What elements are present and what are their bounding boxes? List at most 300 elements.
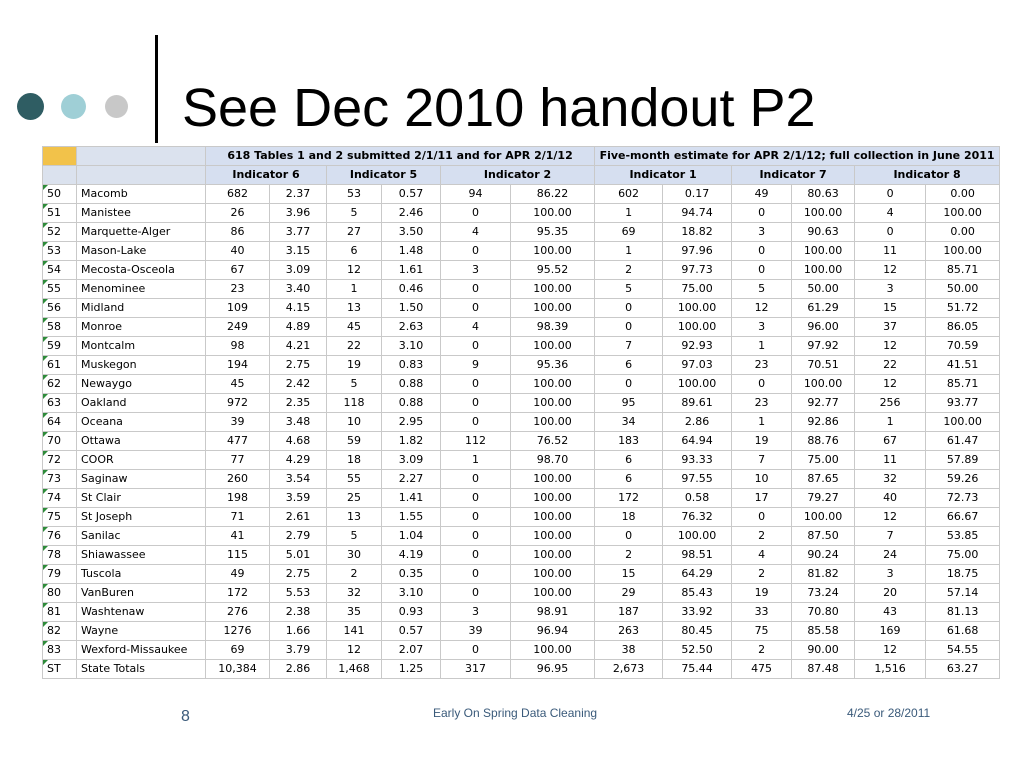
value-cell: 2 [327,565,382,584]
value-cell: 2.07 [382,641,441,660]
value-cell: 3.48 [270,413,327,432]
table-row [43,280,1000,299]
cell-error-flag-icon [43,375,48,380]
value-cell: 118 [327,394,382,413]
value-cell: 0 [732,204,792,223]
cell-error-flag-icon [43,413,48,418]
value-cell: 85.43 [663,584,732,603]
value-cell: 40 [855,489,926,508]
value-cell: 12 [327,261,382,280]
value-cell: 263 [595,622,663,641]
district-code-text: 78 [47,548,61,561]
cell-error-flag-icon [43,432,48,437]
value-cell: 3.09 [270,261,327,280]
value-cell: 100.00 [792,204,855,223]
value-cell: 30 [327,546,382,565]
table-row [43,261,1000,280]
value-cell: 61.68 [926,622,1000,641]
value-cell: 95.35 [511,223,595,242]
value-cell: 40 [206,242,270,261]
cell-error-flag-icon [43,527,48,532]
value-cell: 3.09 [382,451,441,470]
table-row [43,242,1000,261]
value-cell: 39 [206,413,270,432]
value-cell: 2 [732,527,792,546]
value-cell: 1.04 [382,527,441,546]
value-cell: 61.47 [926,432,1000,451]
value-cell: 100.00 [511,413,595,432]
value-cell: 95 [595,394,663,413]
value-cell: 0.35 [382,565,441,584]
table-row [43,394,1000,413]
value-cell: 53 [327,185,382,204]
value-cell: 1.55 [382,508,441,527]
value-cell: 602 [595,185,663,204]
value-cell: 3.96 [270,204,327,223]
value-cell: 2.61 [270,508,327,527]
table-row [43,603,1000,622]
district-code-text: 76 [47,529,61,542]
value-cell: 1.50 [382,299,441,318]
district-name: Saginaw [77,470,206,489]
district-code [43,261,77,280]
district-name: Oceana [77,413,206,432]
district-code [43,489,77,508]
value-cell: 1 [855,413,926,432]
value-cell: 23 [732,356,792,375]
value-cell: 0.58 [663,489,732,508]
value-cell: 2.95 [382,413,441,432]
value-cell: 93.77 [926,394,1000,413]
value-cell: 50.00 [926,280,1000,299]
cell-error-flag-icon [43,280,48,285]
value-cell: 88.76 [792,432,855,451]
value-cell: 2.46 [382,204,441,223]
value-cell: 3 [855,280,926,299]
district-name: State Totals [77,660,206,679]
table-row [43,470,1000,489]
value-cell: 3.10 [382,584,441,603]
value-cell: 80.45 [663,622,732,641]
title-divider [155,35,158,143]
value-cell: 0.00 [926,223,1000,242]
table-row [43,432,1000,451]
value-cell: 12 [855,337,926,356]
district-code [43,603,77,622]
district-code-text: 80 [47,586,61,599]
district-code-text: 56 [47,301,61,314]
table-row [43,489,1000,508]
value-cell: 4 [732,546,792,565]
value-cell: 2.27 [382,470,441,489]
value-cell: 0 [441,641,511,660]
value-cell: 89.61 [663,394,732,413]
header-corner [43,147,77,166]
district-code-text: 59 [47,339,61,352]
cell-error-flag-icon [43,299,48,304]
district-code [43,394,77,413]
value-cell: 85.58 [792,622,855,641]
value-cell: 3.54 [270,470,327,489]
district-name: Mecosta-Osceola [77,261,206,280]
value-cell: 2 [595,546,663,565]
value-cell: 97.55 [663,470,732,489]
value-cell: 3 [732,318,792,337]
value-cell: 1.82 [382,432,441,451]
value-cell: 49 [206,565,270,584]
value-cell: 15 [855,299,926,318]
value-cell: 92.93 [663,337,732,356]
value-cell: 25 [327,489,382,508]
table-row [43,451,1000,470]
value-cell: 0.17 [663,185,732,204]
value-cell: 1.25 [382,660,441,679]
value-cell: 1 [732,413,792,432]
value-cell: 100.00 [926,413,1000,432]
value-cell: 1 [595,242,663,261]
value-cell: 79.27 [792,489,855,508]
district-code-text: 79 [47,567,61,580]
value-cell: 0 [732,261,792,280]
footer-center: Early On Spring Data Cleaning [433,706,598,720]
value-cell: 141 [327,622,382,641]
value-cell: 249 [206,318,270,337]
value-cell: 0 [441,242,511,261]
district-name: Ottawa [77,432,206,451]
table-row [43,584,1000,603]
value-cell: 13 [327,299,382,318]
table-row [43,318,1000,337]
value-cell: 0 [595,318,663,337]
district-code [43,337,77,356]
value-cell: 96.94 [511,622,595,641]
district-name: Washtenaw [77,603,206,622]
value-cell: 100.00 [792,242,855,261]
value-cell: 12 [855,261,926,280]
value-cell: 29 [595,584,663,603]
value-cell: 70.59 [926,337,1000,356]
cell-error-flag-icon [43,546,48,551]
value-cell: 94.74 [663,204,732,223]
value-cell: 72.73 [926,489,1000,508]
value-cell: 12 [855,508,926,527]
value-cell: 4.19 [382,546,441,565]
value-cell: 98.70 [511,451,595,470]
value-cell: 54.55 [926,641,1000,660]
indicator-8-header: Indicator 8 [855,166,1000,185]
value-cell: 5.01 [270,546,327,565]
value-cell: 5.53 [270,584,327,603]
value-cell: 1.61 [382,261,441,280]
table-row [43,375,1000,394]
district-code [43,185,77,204]
value-cell: 51.72 [926,299,1000,318]
value-cell: 98 [206,337,270,356]
value-cell: 317 [441,660,511,679]
header-blank [43,166,77,185]
value-cell: 0 [441,470,511,489]
value-cell: 70.80 [792,603,855,622]
value-cell: 4 [441,318,511,337]
value-cell: 4.68 [270,432,327,451]
value-cell: 4.15 [270,299,327,318]
district-name: VanBuren [77,584,206,603]
header-blank [77,147,206,166]
value-cell: 97.96 [663,242,732,261]
value-cell: 0.00 [926,185,1000,204]
value-cell: 96.00 [792,318,855,337]
value-cell: 2,673 [595,660,663,679]
value-cell: 19 [732,432,792,451]
table-row [43,185,1000,204]
value-cell: 0 [855,185,926,204]
value-cell: 66.67 [926,508,1000,527]
indicator-1-header: Indicator 1 [595,166,732,185]
value-cell: 61.29 [792,299,855,318]
cell-error-flag-icon [43,204,48,209]
district-name: Newaygo [77,375,206,394]
value-cell: 64.29 [663,565,732,584]
cell-error-flag-icon [43,261,48,266]
district-code-text: 81 [47,605,61,618]
district-code-text: 51 [47,206,61,219]
district-code-text: 53 [47,244,61,257]
value-cell: 100.00 [511,242,595,261]
value-cell: 18.75 [926,565,1000,584]
indicator-6-header: Indicator 6 [206,166,327,185]
value-cell: 7 [595,337,663,356]
value-cell: 2.63 [382,318,441,337]
value-cell: 1,516 [855,660,926,679]
district-code [43,470,77,489]
district-code-text: 73 [47,472,61,485]
value-cell: 50.00 [792,280,855,299]
value-cell: 100.00 [511,470,595,489]
cell-error-flag-icon [43,185,48,190]
value-cell: 7 [732,451,792,470]
district-code [43,451,77,470]
district-code [43,204,77,223]
value-cell: 100.00 [792,508,855,527]
value-cell: 86.22 [511,185,595,204]
value-cell: 90.00 [792,641,855,660]
value-cell: 0 [441,565,511,584]
value-cell: 38 [595,641,663,660]
value-cell: 3.15 [270,242,327,261]
value-cell: 6 [595,356,663,375]
value-cell: 6 [327,242,382,261]
value-cell: 3.79 [270,641,327,660]
value-cell: 19 [732,584,792,603]
value-cell: 35 [327,603,382,622]
value-cell: 94 [441,185,511,204]
table-row [43,508,1000,527]
value-cell: 0 [732,242,792,261]
value-cell: 85.71 [926,375,1000,394]
table-row [43,356,1000,375]
value-cell: 20 [855,584,926,603]
value-cell: 0 [595,527,663,546]
value-cell: 98.39 [511,318,595,337]
value-cell: 1.41 [382,489,441,508]
value-cell: 96.95 [511,660,595,679]
value-cell: 73.24 [792,584,855,603]
value-cell: 33 [732,603,792,622]
cell-error-flag-icon [43,603,48,608]
value-cell: 3 [732,223,792,242]
district-code [43,584,77,603]
district-code [43,508,77,527]
district-name: Macomb [77,185,206,204]
value-cell: 85.71 [926,261,1000,280]
value-cell: 37 [855,318,926,337]
value-cell: 18.82 [663,223,732,242]
cell-error-flag-icon [43,337,48,342]
district-code-text: 63 [47,396,61,409]
value-cell: 43 [855,603,926,622]
district-code-text: 74 [47,491,61,504]
district-name: Sanilac [77,527,206,546]
district-code [43,432,77,451]
district-code-text: 62 [47,377,61,390]
value-cell: 3 [441,603,511,622]
table-row [43,337,1000,356]
value-cell: 9 [441,356,511,375]
value-cell: 15 [595,565,663,584]
decor-dot-dark [17,93,44,120]
value-cell: 112 [441,432,511,451]
value-cell: 12 [732,299,792,318]
value-cell: 17 [732,489,792,508]
value-cell: 0.46 [382,280,441,299]
district-name: Oakland [77,394,206,413]
value-cell: 97.73 [663,261,732,280]
district-code [43,641,77,660]
indicator-7-header: Indicator 7 [732,166,855,185]
value-cell: 87.65 [792,470,855,489]
value-cell: 57.89 [926,451,1000,470]
value-cell: 0 [441,375,511,394]
value-cell: 98.51 [663,546,732,565]
district-code [43,660,77,679]
value-cell: 76.52 [511,432,595,451]
value-cell: 1276 [206,622,270,641]
value-cell: 5 [732,280,792,299]
value-cell: 4.21 [270,337,327,356]
group-header-row [43,147,1000,166]
district-name: Wayne [77,622,206,641]
value-cell: 10 [327,413,382,432]
cell-error-flag-icon [43,356,48,361]
value-cell: 3.59 [270,489,327,508]
value-cell: 32 [327,584,382,603]
value-cell: 100.00 [926,204,1000,223]
value-cell: 100.00 [511,394,595,413]
value-cell: 97.92 [792,337,855,356]
indicator-2-header: Indicator 2 [441,166,595,185]
district-name: Monroe [77,318,206,337]
page-title: See Dec 2010 handout P2 [182,78,816,138]
value-cell: 95.36 [511,356,595,375]
district-code [43,375,77,394]
value-cell: 0.88 [382,394,441,413]
value-cell: 256 [855,394,926,413]
table-row [43,223,1000,242]
value-cell: 100.00 [511,280,595,299]
value-cell: 5 [327,204,382,223]
district-code [43,223,77,242]
value-cell: 39 [441,622,511,641]
value-cell: 49 [732,185,792,204]
value-cell: 69 [595,223,663,242]
value-cell: 100.00 [663,318,732,337]
cell-error-flag-icon [43,508,48,513]
district-name: Manistee [77,204,206,223]
value-cell: 0 [441,546,511,565]
value-cell: 5 [327,527,382,546]
district-name: Mason-Lake [77,242,206,261]
value-cell: 26 [206,204,270,223]
district-name: Marquette-Alger [77,223,206,242]
value-cell: 0.93 [382,603,441,622]
value-cell: 24 [855,546,926,565]
value-cell: 4.29 [270,451,327,470]
data-table [42,146,1000,679]
cell-error-flag-icon [43,242,48,247]
district-code-text: 52 [47,225,61,238]
cell-error-flag-icon [43,584,48,589]
footer-date: 4/25 or 28/2011 [847,706,931,720]
group-header-five-month: Five-month estimate for APR 2/1/12; full collection in June 2011 [595,147,1000,166]
value-cell: 75.44 [663,660,732,679]
value-cell: 100.00 [511,546,595,565]
value-cell: 45 [327,318,382,337]
value-cell: 1.48 [382,242,441,261]
value-cell: 477 [206,432,270,451]
value-cell: 92.77 [792,394,855,413]
value-cell: 57.14 [926,584,1000,603]
value-cell: 1 [595,204,663,223]
value-cell: 100.00 [792,261,855,280]
cell-error-flag-icon [43,565,48,570]
cell-error-flag-icon [43,223,48,228]
district-name: Midland [77,299,206,318]
value-cell: 33.92 [663,603,732,622]
value-cell: 90.24 [792,546,855,565]
value-cell: 53.85 [926,527,1000,546]
value-cell: 2 [732,565,792,584]
district-code [43,318,77,337]
value-cell: 87.50 [792,527,855,546]
district-code [43,622,77,641]
district-code [43,413,77,432]
cell-error-flag-icon [43,641,48,646]
district-code [43,527,77,546]
district-name: Menominee [77,280,206,299]
value-cell: 183 [595,432,663,451]
value-cell: 27 [327,223,382,242]
value-cell: 194 [206,356,270,375]
value-cell: 11 [855,451,926,470]
value-cell: 19 [327,356,382,375]
value-cell: 5 [595,280,663,299]
indicator-header-row [43,166,1000,185]
value-cell: 198 [206,489,270,508]
table-row [43,546,1000,565]
value-cell: 52.50 [663,641,732,660]
value-cell: 12 [855,641,926,660]
value-cell: 92.86 [792,413,855,432]
